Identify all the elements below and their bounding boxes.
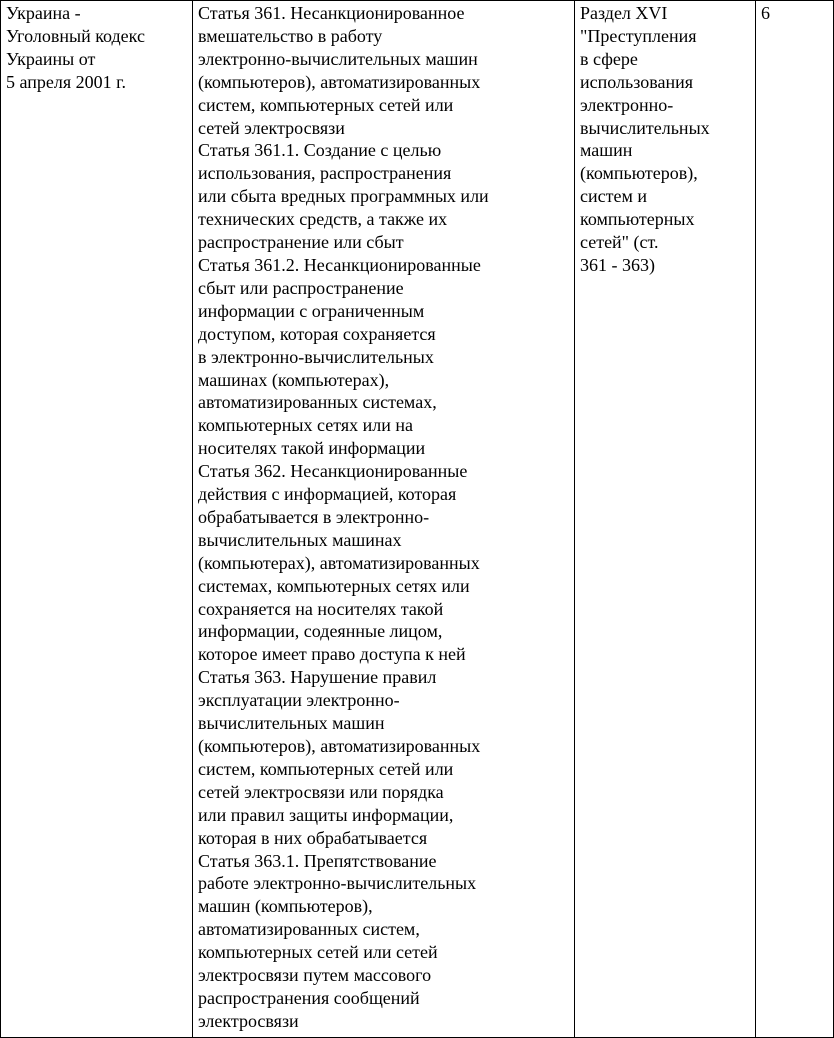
section-text [580, 2, 749, 277]
text-line: в сфере [580, 48, 638, 69]
text-line: вычислительных машин [198, 713, 385, 734]
table-row [1, 1, 834, 1038]
text-line: информации, содеянные лицом, [198, 621, 443, 642]
text-line: систем, компьютерных сетей или [198, 758, 454, 779]
text-line: компьютерных сетях или на [198, 415, 413, 436]
text-line: Статья 361.2. Несанкционированные [198, 254, 481, 275]
text-line: работе электронно-вычислительных [198, 873, 477, 894]
text-line: электронно- [580, 94, 674, 115]
text-line: Статья 363.1. Препятствование [198, 850, 437, 871]
count-cell [756, 1, 834, 1038]
text-line: вычислительных машинах [198, 529, 402, 550]
text-line: распространение или сбыт [198, 232, 404, 253]
text-line: сбыт или распространение [198, 277, 404, 298]
text-line: Уголовный кодекс [6, 25, 145, 46]
text-line: автоматизированных системах, [198, 392, 437, 413]
text-line: Раздел XVI [580, 3, 668, 23]
text-line: машин (компьютеров), [198, 896, 373, 917]
text-line: использования [580, 71, 694, 92]
text-line: Статья 363. Нарушение правил [198, 667, 437, 688]
text-line: (компьютеров), [580, 163, 698, 184]
text-line: технических средств, а также их [198, 209, 448, 230]
text-line: которое имеет право доступа к ней [198, 644, 466, 665]
articles-text [198, 2, 568, 1033]
text-line: Статья 362. Несанкционированные [198, 461, 468, 482]
text-line: доступом, которая сохраняется [198, 323, 436, 344]
section-cell [575, 1, 756, 1038]
text-line: компьютерных [580, 209, 695, 230]
text-line: сетей электросвязи [198, 117, 345, 138]
country-law-cell [1, 1, 193, 1038]
text-line: сохраняется на носителях такой [198, 598, 444, 619]
text-line: (компьютеров), автоматизированных [198, 71, 481, 92]
text-line: распространения сообщений [198, 987, 420, 1008]
text-line: машин [580, 140, 633, 161]
text-line: сетей" (ст. [580, 232, 659, 253]
text-line: сетей электросвязи или порядка [198, 781, 444, 802]
text-line: Украины от [6, 48, 96, 69]
text-line: машинах (компьютерах), [198, 369, 390, 390]
text-line: эксплуатации электронно- [198, 690, 400, 711]
text-line: действия с информацией, которая [198, 484, 457, 505]
text-line: (компьютерах), автоматизированных [198, 552, 480, 573]
text-line: "Преступления [580, 25, 697, 46]
country-law-text [6, 2, 186, 94]
text-line: или сбыта вредных программных или [198, 186, 489, 207]
text-line: информации с ограниченным [198, 300, 425, 321]
text-line: в электронно-вычислительных [198, 346, 434, 367]
text-line: 361 - 363) [580, 254, 655, 275]
count-value: 6 [761, 3, 770, 23]
text-line: обрабатывается в электронно- [198, 506, 430, 527]
text-line: электросвязи путем массового [198, 965, 432, 986]
text-line: вмешательство в работу [198, 25, 383, 46]
text-line: Статья 361.1. Создание с целью [198, 140, 442, 161]
text-line: носителях такой информации [198, 438, 426, 459]
text-line: электросвязи [198, 1010, 299, 1031]
text-line: Статья 361. Несанкционированное [198, 3, 465, 23]
text-line: электронно-вычислительных машин [198, 48, 478, 69]
text-line: вычислительных [580, 117, 710, 138]
articles-cell [193, 1, 575, 1038]
text-line: или правил защиты информации, [198, 804, 454, 825]
text-line: которая в них обрабатывается [198, 827, 428, 848]
text-line: (компьютеров), автоматизированных [198, 736, 481, 756]
text-line: автоматизированных систем, [198, 919, 420, 940]
text-line: систем, компьютерных сетей или [198, 94, 454, 115]
text-line: систем и [580, 186, 647, 207]
text-line: 5 апреля 2001 г. [6, 71, 126, 92]
text-line: компьютерных сетей или сетей [198, 942, 438, 963]
text-line: использования, распространения [198, 163, 452, 184]
text-line: Украина - [6, 3, 81, 23]
text-line: системах, компьютерных сетях или [198, 575, 470, 596]
